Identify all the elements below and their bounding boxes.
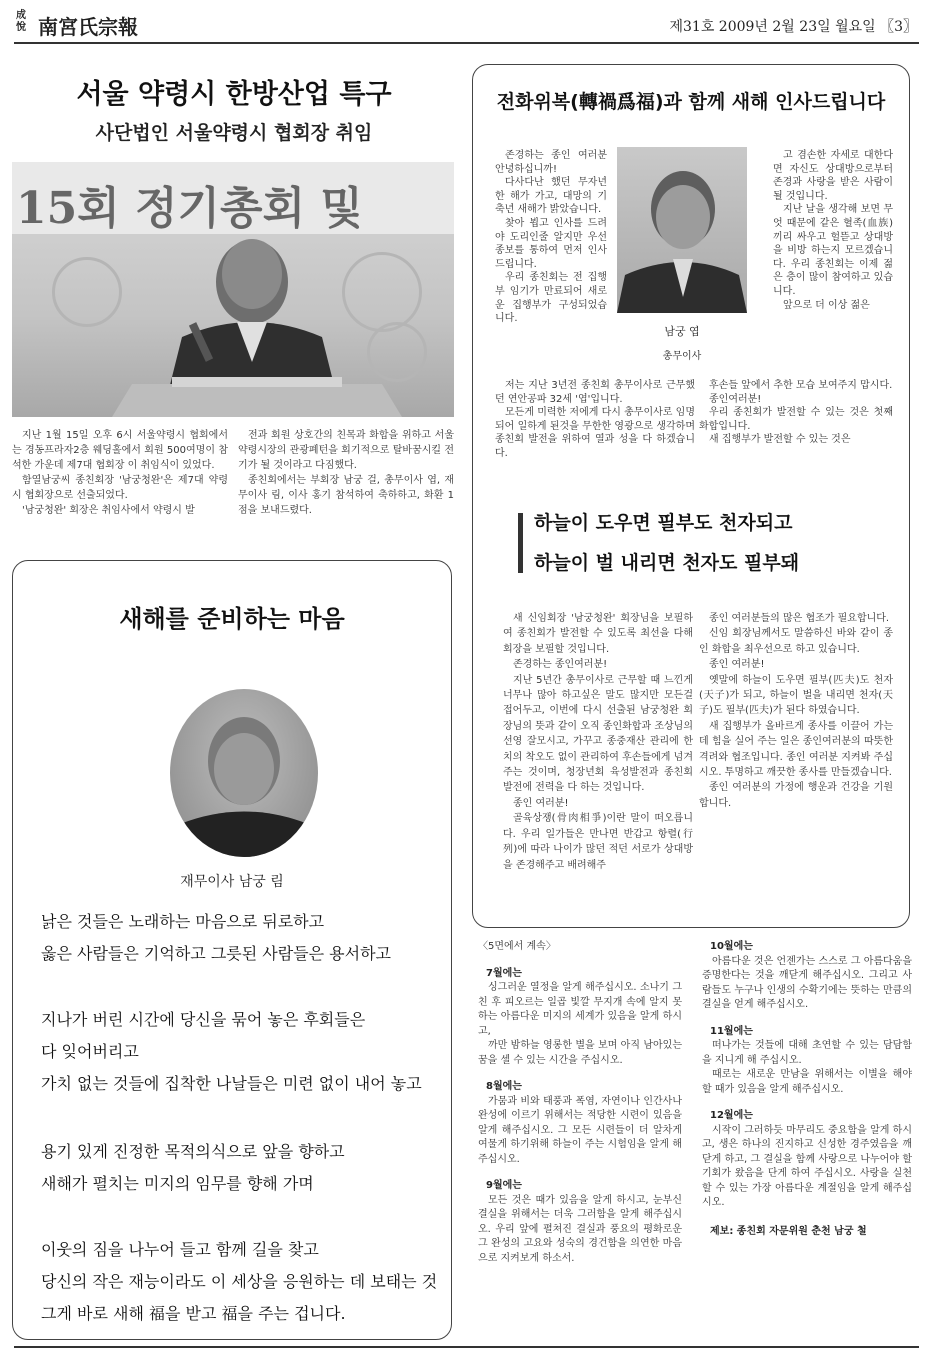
bottom-rule — [14, 1346, 919, 1348]
photo-name: 남궁 엽 — [664, 325, 700, 338]
article4-col1 — [503, 611, 693, 873]
month-heading: 10월에는 — [710, 941, 753, 952]
month-heading: 7월에는 — [486, 967, 522, 979]
article1-col2 — [238, 428, 454, 518]
month-heading: 11월에는 — [710, 1025, 753, 1037]
photo-figure — [617, 147, 747, 313]
article1-paragraph: 전과 회원 상호간의 친목과 화합을 위하고 서울 약령시장의 관광폐턴을 회기적으로 탈바꿈시킬 전기가 될 것이라고 다짐했다. — [238, 430, 454, 471]
article4-paragraph: 지난 5년간 총무이사로 근무할 때 느낀게 너무나 많아 하고싶은 말도 많지만 모든걸 접어두고, 이번에 다시 선출된 남궁청완 회장님의 뜻과 같이 오직 종인화합과 조상님의 선영 잘모시고, 가꾸고 종중재산 관리에 한치의 착오도 없이 관리하여 후손들에게 넘겨주는 것이며, 청장년회 육성발전과 종친회 발전에 전력을 다 하는 것입니다. — [503, 674, 693, 794]
article1-headline: 서울 약령시 한방산업 특구 — [76, 79, 392, 110]
photo-banner-text: 15회 정기총회 및 — [12, 162, 454, 234]
article4-paragraph: 골육상쟁(骨肉相爭)이란 말이 떠오릅니다. 우리 일가들은 만나면 반갑고 항렬(行列)에 따라 나이가 많던 적던 서로가 상대방을 존경해주고 배려해주 — [503, 813, 693, 871]
article3-paragraph: 존경하는 종인 여러분 안녕하십니까! — [495, 150, 607, 175]
article5-col1 — [478, 940, 682, 1266]
month-heading: 8월에는 — [486, 1081, 522, 1092]
article1-col1 — [12, 428, 228, 518]
article1-paragraph: 지난 1월 15일 오후 6시 서울약령시 협회에서는 경동프라자2층 웨딩홀에서 회원 500여명이 참석한 가운데 제7대 협회장 이 취임식이 있었다. — [12, 430, 228, 471]
month-text: 까만 밤하늘 영롱한 별을 보며 아직 남아있는 꿈을 셀 수 있는 시간을 주십시오. — [478, 1040, 682, 1066]
continued-note: 〈5면에서 계속〉 — [478, 941, 556, 952]
month-heading: 12월에는 — [710, 1110, 753, 1121]
author-portrait — [170, 689, 318, 857]
article3-left-col-full — [495, 379, 695, 461]
poem-line: 이웃의 짐을 나누어 들고 함께 길을 찾고 — [41, 1240, 319, 1259]
poem-line: 다 잊어버리고 — [41, 1042, 139, 1061]
month-heading: 9월에는 — [486, 1180, 522, 1191]
article2-title: 새해를 준비하는 마음 — [119, 605, 345, 633]
article3-paragraph: 고 겸손한 자세로 대한다면 자신도 상대방으로부터 존경과 사랑을 받은 사람이 될 것입니다. — [773, 150, 893, 202]
article4-paragraph: 새 집행부가 올바르게 종사를 이끌어 가는데 힘을 실어 주는 일은 종인여러분의 따뜻한 격려와 협조입니다. 종인 여러분 지켜봐 주십시오. 투명하고 깨끗한 종사를 만들겠습니다. — [699, 720, 893, 779]
article1-paragraph: 함열남궁씨 종친회장 '남궁청완'은 제7대 약령시 협회장으로 선출되었다. — [12, 475, 228, 501]
article4-paragraph: 신임 회장님께서도 말씀하신 바와 같이 종인 화합을 최우선으로 하고 있습니다. — [699, 628, 893, 655]
article4-paragraph: 새 신임회장 '남궁청완' 회장님을 보필하여 종친회가 발전할 수 있도록 최선을 다해 회장을 보필할 것입니다. — [503, 613, 693, 655]
article1-paragraph: 종친회에서는 부회장 남궁 걸, 총무이사 엽, 재무이사 림, 이사 홍기 참석하여 축하하고, 화환 1점을 보내드렸다. — [238, 475, 454, 516]
article4-paragraph: 종인 여러분들의 많은 협조가 필요합니다. — [709, 613, 890, 624]
masthead — [14, 8, 919, 44]
newspaper-title: 南宮氏宗報 — [38, 15, 138, 39]
article3-paragraph: 종인여러분! — [709, 393, 762, 405]
month-text: 때로는 새로운 만남을 위해서는 이별을 해야 할 때가 있음을 알게 해주십시오. — [702, 1069, 912, 1095]
article3-paragraph: 후손들 앞에서 추한 모습 보여주지 맙시다. — [709, 380, 893, 391]
article3-paragraph: 다사다난 했던 무자년 한 해가 가고, 대망의 기축년 새해가 밝았습니다. — [495, 177, 607, 216]
month-text: 떠나가는 것들에 대해 초연할 수 있는 담담함을 지니게 해 주십시오. — [702, 1040, 912, 1066]
month-text: 모든 것은 때가 있음을 알게 하시고, 눈부신 결실을 위해서는 더욱 그러함을 알게 해주십시오. 우리 앞에 펼쳐진 결실과 풍요의 평화로운 그 완성의 고요와 성숙의 경건함을 의연한 마음으로 지켜보게 하소서. — [478, 1194, 682, 1264]
article4-paragraph: 옛말에 하늘이 도우면 필부(匹夫)도 천자(天子)가 되고, 하늘이 벌을 내리면 천자(天子)도 필부(匹夫)가 된다 하였습니다. — [699, 674, 893, 717]
article3-paragraph: 앞으로 더 이상 젊은 — [783, 299, 870, 311]
month-text: 가뭄과 비와 태풍과 폭염, 자연이나 인간사나 완성에 이르기 위해서는 적당한 시련이 있음을 알게 해주십시오. 그 모든 시련들이 더 알차게 여물게 하기위해 하늘이 주는 시험임을 알게 해주십시오. — [478, 1095, 682, 1165]
speaker-figure — [12, 162, 454, 417]
article3-paragraph: 우리 종친회가 발전할 수 있는 것은 첫째 화합입니다. — [699, 407, 893, 432]
poem-line: 낡은 것들은 노래하는 마음으로 뒤로하고 — [41, 912, 325, 931]
subhead-bar — [518, 513, 523, 573]
article4-subhead-1: 하늘이 도우면 필부도 천자되고 — [534, 512, 793, 534]
article1-subheadline: 사단법인 서울약령시 협회장 취임 — [95, 122, 373, 144]
article4-col2 — [699, 611, 893, 811]
article4-paragraph: 종인 여러분의 가정에 행운과 건강을 기원합니다. — [699, 782, 893, 809]
article3-paragraph: 우리 종친회는 전 집행부 임기가 만료되어 새로운 집행부가 구성되었습니다. — [495, 272, 607, 325]
credit-line: 제보: 종친회 자문위원 춘천 남궁 철 — [710, 1225, 867, 1237]
poem-line: 지나가 버린 시간에 당신을 묶어 놓은 후회들은 — [41, 1010, 366, 1029]
month-text: 싱그러운 열정을 알게 해주십시오. 소나기 그친 후 피오르는 일곱 빛깔 무지개 속에 알지 못하는 아름다운 미지의 세계가 있음을 알게 하시고, — [478, 982, 682, 1037]
new-year-poem-box — [12, 560, 452, 1340]
poem-line: 새해가 펼치는 미지의 임무를 향해 가며 — [41, 1174, 314, 1193]
greeting-box — [472, 64, 910, 928]
article3-paragraph: 새 집행부가 발전할 수 있는 것은 — [709, 434, 851, 446]
article3-paragraph: 찾아 뵙고 인사를 드려야 도리인줄 알지만 우선 종보를 통하여 먼저 인사드립니다. — [495, 217, 607, 270]
photo-title: 총무이사 — [662, 351, 702, 362]
article3-paragraph: 저는 지난 3년전 종친회 총무이사로 근무했던 연안공파 32세 '엽'입니다. — [495, 380, 695, 405]
month-text: 아름다운 것은 언젠가는 스스로 그 아름다움을 증명한다는 것을 깨닫게 해주십시오. 그리고 사람들도 누구나 인생의 수확기에는 뜻하는 만큼의 결실을 얻게 해주십시오. — [702, 955, 912, 1010]
article4-paragraph: 종인 여러분! — [513, 797, 569, 809]
poem-line: 그게 바로 새해 福을 받고 福을 주는 겁니다. — [41, 1304, 346, 1323]
poem-line: 가치 없는 것들에 집착한 나날들은 미련 없이 내어 놓고 — [41, 1074, 422, 1093]
article3-right-col — [773, 149, 893, 312]
article1-paragraph: '남궁청완' 회장은 취임사에서 약령시 발 — [22, 505, 195, 516]
month-text: 시작이 그러하듯 마무리도 중요함을 알게 하시고, 생은 하나의 진지하고 신성한 경주였음을 깨닫게 하고, 그 결실을 함께 사랑으로 나누어야 할 기회가 왔음을 단게 하여 주십시오. 사랑을 실천할 수 있는 가장 아름다운 계절임을 알게 해주십시오. — [702, 1124, 912, 1208]
ceremony-photo — [12, 162, 454, 417]
portrait-caption: 재무이사 남궁 림 — [180, 874, 284, 890]
article3-right-col-full — [699, 379, 893, 447]
poem-line: 당신의 작은 재능이라도 이 세상을 응원하는 데 보태는 것 — [41, 1272, 438, 1291]
issue-info: 제31호 2009년 2월 23일 월요일 〖3〗 — [669, 19, 917, 35]
portrait-figure — [170, 689, 318, 857]
article3-title: 전화위복(轉禍爲福)과 함께 새해 인사드립니다 — [496, 91, 886, 113]
poem-line: 옳은 사람들은 기억하고 그릇된 사람들은 용서하고 — [41, 944, 392, 963]
masthead-logo-text: 成悅 — [16, 10, 26, 33]
article4-paragraph: 존경하는 종인여러분! — [513, 659, 608, 671]
article4-paragraph: 종인 여러분! — [709, 659, 765, 671]
article3-paragraph: 모든게 미력한 저에게 다시 총무이사로 임명되어 일하게 된것을 무한한 영광으로 생각하며 종친회 발전을 위하여 열과 성을 다 하겠습니다. — [495, 407, 695, 459]
poem-line: 용기 있게 진정한 목적의식으로 앞을 향하고 — [41, 1142, 345, 1161]
article3-paragraph: 지난 날을 생각해 보면 무엇 때문에 같은 혈족(血族)끼리 싸우고 헐뜯고 상대방을 비방 하는지 모르겠습니다. 우리 종친회는 이제 젊은 층이 많이 참여하고 있습니다. — [773, 204, 893, 297]
article5-col2 — [702, 940, 912, 1239]
article4-subhead-2: 하늘이 벌 내리면 천자도 필부돼 — [534, 552, 800, 574]
article3-left-col — [495, 149, 607, 326]
secretary-photo — [617, 147, 747, 313]
